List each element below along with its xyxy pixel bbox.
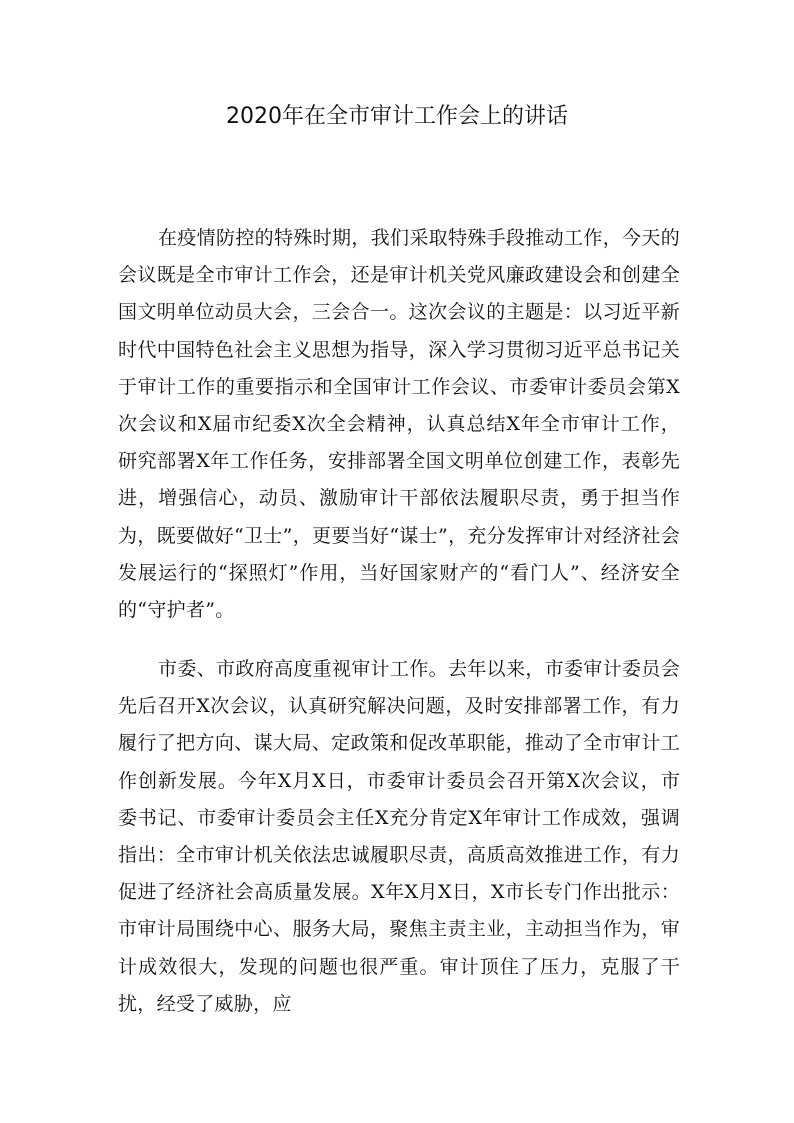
body-paragraph-2: 市委、市政府高度重视审计工作。去年以来，市委审计委员会先后召开X次会议，认真研究解决问题，及时安排部署工作，有力履行了把方向、谋大局、定政策和促改革职能，推动了全市审计工作创新发展。今年X月X日，市委审计委员会召开第X次会议，市委书记、市委审计委员会主任X充分肯定X年审计工作成效，强调指出：全市审计机关依法忠诚履职尽责，高质高效推进工作，有力促进了经济社会高质量发展。X年X月X日，X市长专门作出批示：市审计局围绕中心、服务大局，聚焦主责主业，主动担当作为，审计成效很大，发现的问题也很严重。审计顶住了压力，克服了干扰，经受了威胁，应 (118, 658, 680, 1015)
document-title: 2020年在全市审计工作会上的讲话 (226, 104, 568, 129)
body-paragraph-1: 在疫情防控的特殊时期，我们采取特殊手段推动工作，今天的会议既是全市审计工作会，还是审计机关党风廉政建设会和创建全国文明单位动员大会，三会合一。这次会议的主题是：以习近平新时代中国特色社会主义思想为指导，深入学习贯彻习近平总书记关于审计工作的重要指示和全国审计工作会议、市委审计委员会第X次会议和X届市纪委X次全会精神，认真总结X年全市审计工作，研究部署X年工作任务，安排部署全国文明单位创建工作，表彰先进，增强信心，动员、激励审计干部依法履职尽责，勇于担当作为，既要做好“卫士”，更要当好“谋士”，充分发挥审计对经济社会发展运行的“探照灯”作用，当好国家财产的“看门人”、经济安全的“守护者”。 (118, 227, 680, 622)
